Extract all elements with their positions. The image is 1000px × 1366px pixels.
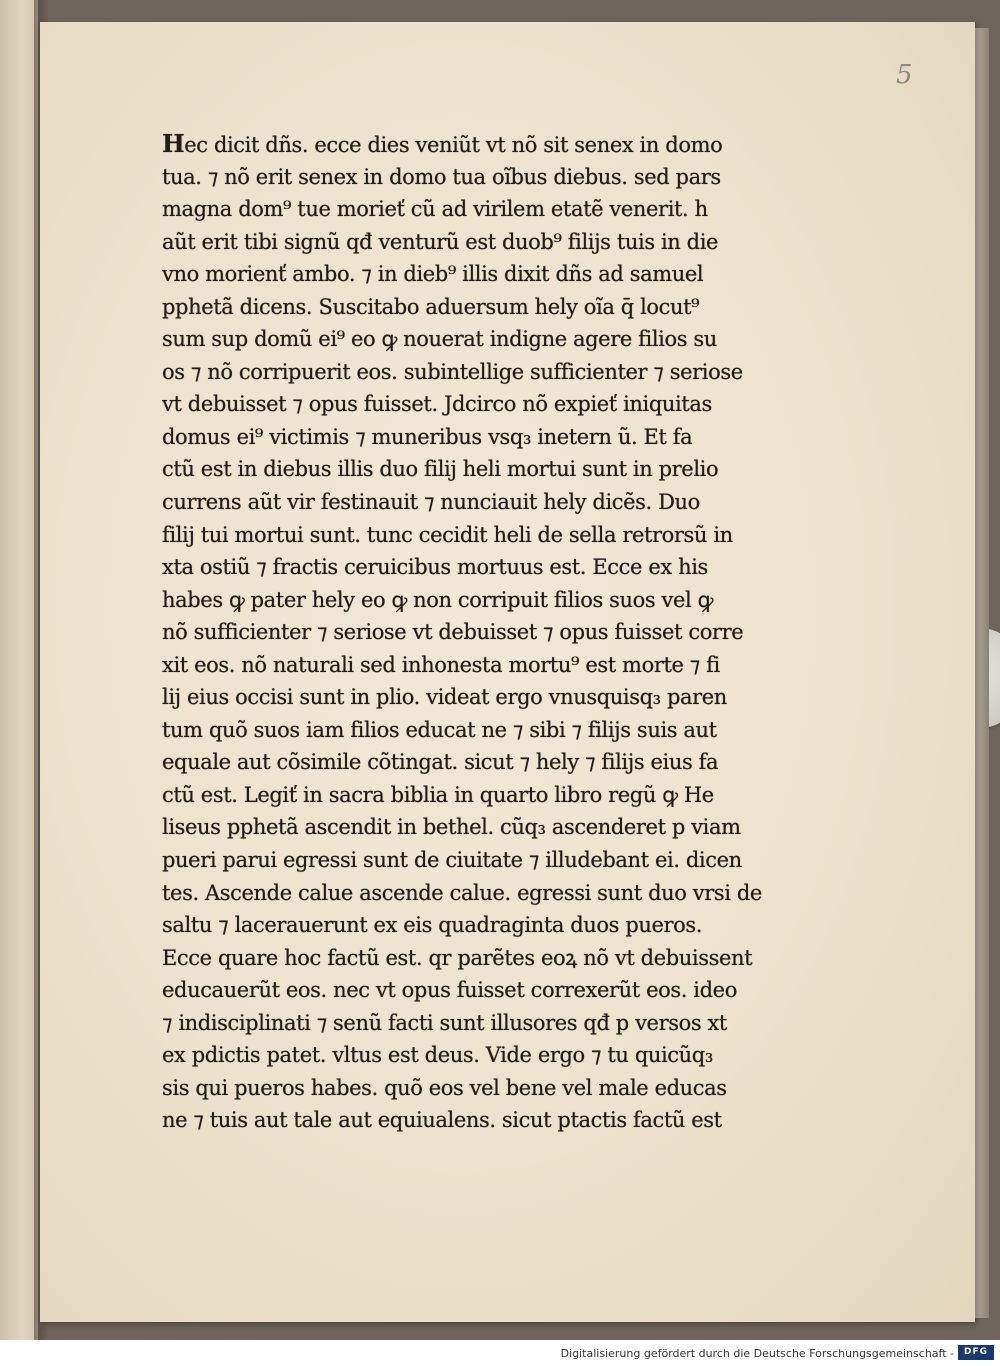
text-line: equale aut cõsimile cõtingat. sicut ⁊ hely ⁊ filijs eius fa — [162, 750, 719, 775]
text-line: tua. ⁊ nõ erit senex in domo tua oĩbus diebus. sed pars — [162, 164, 721, 189]
text-line: pphetã dicens. Suscitabo aduersum hely oĩa q̄ locut⁹ — [162, 294, 700, 319]
text-line: currens aũt vir festinauit ⁊ nunciauit hely dicẽs. Duo — [162, 490, 700, 515]
text-line: ctũ est in diebus illis duo filij heli mortui sunt in prelio — [162, 457, 719, 482]
text-line: ctũ est. Legiť in sacra biblia in quarto libro regũ ꝙ He — [162, 782, 714, 807]
text-line: tes. Ascende calue ascende calue. egressi sunt duo vrsi de — [162, 880, 762, 905]
text-line: Hec dicit dñs. ecce dies veniũt vt nõ sit senex in domo — [162, 129, 723, 158]
left-page-edge — [0, 0, 38, 1340]
text-line: magna dom⁹ tue morieť cũ ad virilem etatẽ venerit. h — [162, 197, 708, 222]
funding-credit: Digitalisierung gefördert durch die Deutsche Forschungsgemeinschaft - — [560, 1347, 954, 1360]
text-line: os ⁊ nõ corripuerit eos. subintellige sufficienter ⁊ seriose — [162, 359, 743, 384]
text-line: ne ⁊ tuis aut tale aut equiualens. sicut ptactis factũ est — [162, 1108, 722, 1133]
text-line: habes ꝙ pater hely eo ꝙ non corripuit filios suos vel ꝙ — [162, 587, 713, 612]
text-line: saltu ⁊ lacerauerunt ex eis quadraginta duos pueros. — [162, 913, 703, 938]
text-line: domus ei⁹ victimis ⁊ muneribus vsq₃ inetern ũ. Et fa — [162, 424, 693, 449]
text-line: lij eius occisi sunt in plio. videat ergo vnusquisq₃ paren — [162, 685, 727, 710]
text-line: pueri parui egressi sunt de ciuitate ⁊ illudebant ei. dicen — [162, 848, 742, 873]
text-line: xit eos. nõ naturali sed inhonesta mortu⁹ est morte ⁊ fi — [162, 652, 720, 677]
text-line: educauerũt eos. nec vt opus fuisset correxerũt eos. ideo — [162, 978, 737, 1003]
text-line: ex pdictis patet. vltus est deus. Vide ergo ⁊ tu quicũq₃ — [162, 1043, 713, 1068]
text-block — [162, 128, 802, 1137]
text-line: tum quõ suos iam filios educat ne ⁊ sibi ⁊ filijs suis aut — [162, 717, 717, 742]
text-line: liseus pphetã ascendit in bethel. cũq₃ ascenderet p viam — [162, 815, 741, 840]
text-line: ⁊ indisciplinati ⁊ senũ facti sunt illusores qđ p versos xt — [162, 1010, 727, 1035]
text-line: aũt erit tibi signũ qđ venturũ est duob⁹ filijs tuis in die — [162, 229, 719, 254]
text-line: filij tui mortui sunt. tunc cecidit heli de sella retrorsũ in — [162, 522, 733, 547]
text-line: sum sup domũ ei⁹ eo ꝙ nouerat indigne agere filios su — [162, 327, 717, 352]
text-line: xta ostiũ ⁊ fractis ceruicibus mortuus est. Ecce ex his — [162, 555, 708, 580]
footer-bar — [0, 1340, 1000, 1366]
text-line: Ecce quare hoc factũ est. qr parẽtes eoꝝ nõ vt debuissent — [162, 945, 753, 970]
text-line: vt debuisset ⁊ opus fuisset. Jdcirco nõ expieť iniquitas — [162, 392, 712, 417]
page-edge — [975, 28, 989, 1318]
text-line: sis qui pueros habes. quõ eos vel bene vel male educas — [162, 1075, 727, 1100]
folio-number: 5 — [896, 60, 913, 90]
dfg-logo: DFG — [958, 1345, 994, 1360]
text-line: vno morienť ambo. ⁊ in dieb⁹ illis dixit dñs ad samuel — [162, 262, 704, 287]
text-line: nõ sufficienter ⁊ seriose vt debuisset ⁊ opus fuisset corre — [162, 620, 744, 645]
